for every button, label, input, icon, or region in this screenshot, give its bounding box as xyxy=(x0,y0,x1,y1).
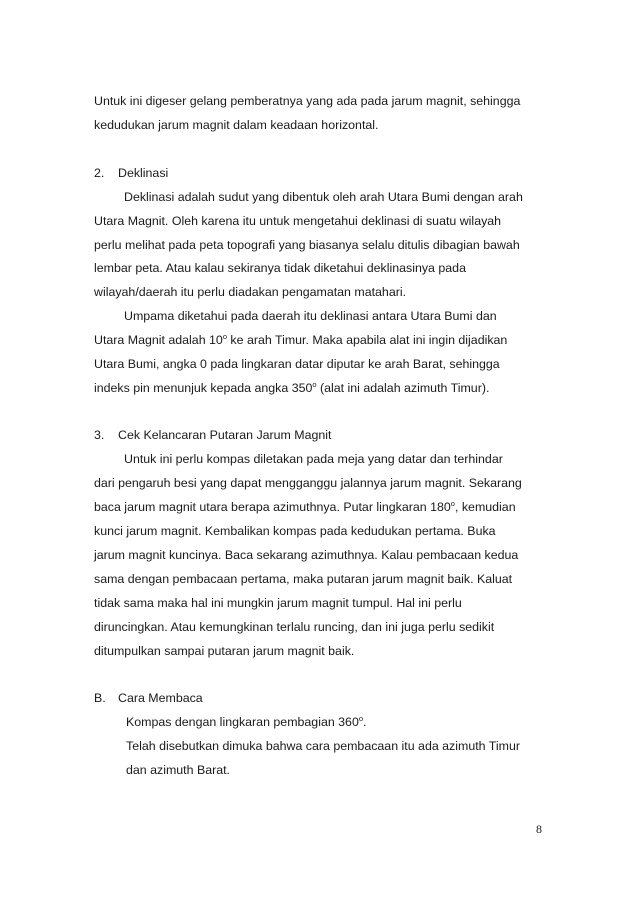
text-segment: indeks pin menunjuk kepada angka 350 xyxy=(94,381,313,395)
section-b-heading xyxy=(94,690,203,706)
text-segment: Kompas dengan lingkaran pembagian 360 xyxy=(126,715,359,729)
section-3-line-3 xyxy=(94,499,516,515)
section-3-heading xyxy=(94,427,332,443)
section-b-line-1 xyxy=(126,714,366,730)
section-2-para1-line-2: Utara Magnit. Oleh karena itu untuk mengetahui deklinasi di suatu wilayah xyxy=(94,214,502,228)
section-2-para1-line-3: perlu melihat pada peta topografi yang biasanya selalu ditulis dibagian bawah xyxy=(94,238,520,252)
section-3-line-7: tidak sama maka hal ini mungkin jarum magnit tumpul. Hal ini perlu xyxy=(94,596,462,610)
degree-superscript: o xyxy=(450,499,455,508)
text-segment: ke arah Timur. Maka apabila alat ini ingin dijadikan xyxy=(226,333,508,347)
section-2-para2-line-4 xyxy=(94,380,489,396)
section-b-line-3: dan azimuth Barat. xyxy=(126,763,231,777)
text-segment: . xyxy=(363,715,367,729)
section-2-para1-line-4: lembar peta. Atau kalau sekiranya tidak diketahui deklinasinya pada xyxy=(94,261,466,275)
section-3-line-8: diruncingkan. Atau kemungkinan terlalu runcing, dan ini juga perlu sedikit xyxy=(94,620,495,634)
degree-superscript: o xyxy=(222,332,227,341)
section-3-line-4: kunci jarum magnit. Kembalikan kompas pada kedudukan pertama. Buka xyxy=(94,524,496,538)
section-3-line-2: dari pengaruh besi yang dapat mengganggu jalannya jarum magnit. Sekarang xyxy=(94,476,522,490)
degree-superscript: o xyxy=(312,380,317,389)
text-segment: (alat ini adalah azimuth Timur). xyxy=(316,381,490,395)
section-2-para2-line-2 xyxy=(94,332,507,348)
section-3-number: 3. xyxy=(94,428,105,442)
section-2-para1-line-5: wilayah/daerah itu perlu diadakan pengamatan matahari. xyxy=(94,285,407,299)
section-b-number: B. xyxy=(94,691,106,705)
section-3-line-6: sama dengan pembacaan pertama, maka putaran jarum magnit baik. Kaluat xyxy=(94,572,513,586)
section-2-number: 2. xyxy=(94,166,105,180)
intro-line-1: Untuk ini digeser gelang pemberatnya yang ada pada jarum magnit, sehingga xyxy=(94,94,521,108)
section-2-para2-line-1: Umpama diketahui pada daerah itu deklinasi antara Utara Bumi dan xyxy=(124,309,497,323)
text-segment: , kemudian xyxy=(454,500,516,514)
section-3-title: Cek Kelancaran Putaran Jarum Magnit xyxy=(118,428,332,442)
intro-line-2: kedudukan jarum magnit dalam keadaan horizontal. xyxy=(94,118,379,132)
section-3-line-5: jarum magnit kuncinya. Baca sekarang azimuthnya. Kalau pembacaan kedua xyxy=(94,548,519,562)
section-2-title: Deklinasi xyxy=(118,166,169,180)
degree-superscript: o xyxy=(358,714,364,723)
section-b-title: Cara Membaca xyxy=(118,691,203,705)
text-segment: Utara Magnit adalah 10 xyxy=(94,333,223,347)
section-3-line-9: ditumpulkan sampai putaran jarum magnit baik. xyxy=(94,644,355,658)
section-2-para1-line-1: Deklinasi adalah sudut yang dibentuk oleh arah Utara Bumi dengan arah xyxy=(124,190,523,204)
section-3-line-1: Untuk ini perlu kompas diletakan pada meja yang datar dan terhindar xyxy=(124,452,503,466)
page-number: 8 xyxy=(536,822,542,836)
section-2-para2-line-3: Utara Bumi, angka 0 pada lingkaran datar diputar ke arah Barat, sehingga xyxy=(94,357,500,371)
text-segment: baca jarum magnit utara berapa azimuthnya. Putar lingkaran 180 xyxy=(94,500,451,514)
section-b-line-2: Telah disebutkan dimuka bahwa cara pembacaan itu ada azimuth Timur xyxy=(126,739,520,753)
section-2-heading xyxy=(94,165,168,181)
